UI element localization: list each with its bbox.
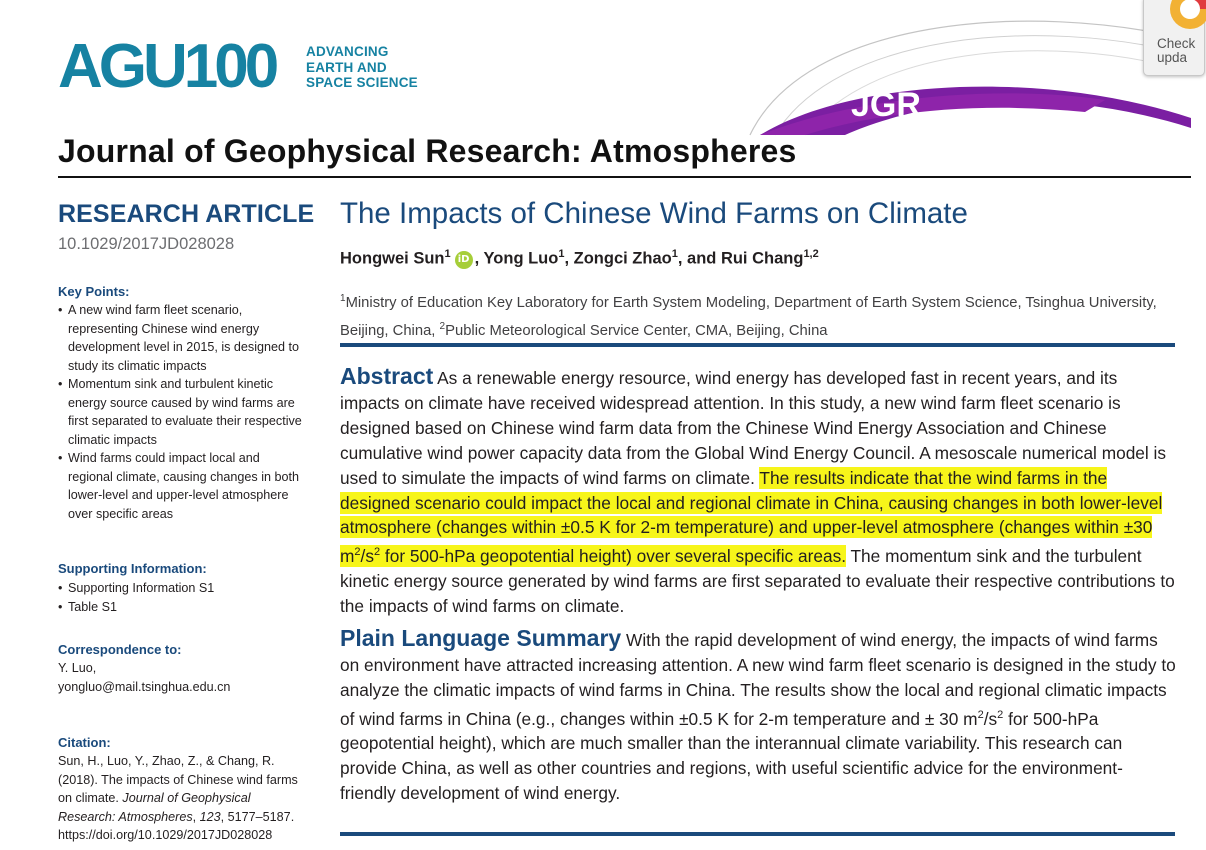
key-point: • Momentum sink and turbulent kinetic energy source caused by wind farms are first separated to evaluate their respective climatic impacts	[58, 375, 308, 449]
citation-lead: Sun, H., Luo, Y., Zhao, Z., & Chang, R. (2018). The impacts of Chinese wind farms on climate.	[58, 754, 298, 805]
citation-volume: 123	[199, 809, 221, 824]
citation-separator: ,	[192, 809, 200, 824]
supporting-info-item[interactable]: • Supporting Information S1	[58, 579, 308, 598]
check-updates-icon	[1164, 0, 1206, 35]
pls-text: With the rapid development of wind energy, the impacts of wind farms on environment have attracted increasing attention. A new wind farm fleet scenario is designed in the study to analyze the climatic impacts of wind farms in China. The results show the local and regional climatic impacts of wind farms in China (e.g., changes within ±0.5 K for 2-m temperature and ± 30 m	[340, 630, 1176, 729]
jgr-banner	[745, 0, 1191, 135]
key-points-heading: Key Points:	[58, 284, 130, 299]
correspondence-heading: Correspondence to:	[58, 642, 182, 657]
author-name[interactable]: Yong Luo	[483, 249, 559, 268]
affiliations	[340, 287, 1180, 343]
check-updates-line-1: Check	[1157, 36, 1196, 51]
correspondence-name: Y. Luo,	[58, 661, 97, 675]
author-affiliation-mark: 1	[671, 248, 678, 260]
author-list	[340, 248, 819, 269]
affiliation-mark: 2	[439, 320, 446, 332]
author-separator: ,	[474, 249, 484, 268]
citation-journal: Journal of Geophysical Research: Atmospheres	[58, 791, 251, 824]
abstract-highlight-part: for 500-hPa geopotential height) over several specific areas.	[380, 546, 847, 567]
supporting-info-item[interactable]: • Table S1	[58, 598, 308, 617]
pls-text: for 500-hPa geopotential height), which are much smaller than the interannual climate variability. This research can provide China, as well as other countries and regions, with useful scientific advice for the environment-friendly development of wind energy.	[340, 708, 1123, 804]
author-affiliation-mark: 1	[558, 248, 565, 260]
citation-url[interactable]: https://doi.org/10.1029/2017JD028028	[58, 828, 273, 842]
check-for-updates-button[interactable]	[1143, 0, 1205, 76]
abstract-text: As a renewable energy resource, wind energy has developed fast in recent years, and its impacts on climate have received widespread attention. In this study, a new wind farm fleet scenario is designed based on Chinese wind farm data from the Chinese Wind Energy Association and Chinese cumulative wind power capacity data from the Global Wind Energy Council. A mesoscale numerical model is used to simulate the impacts of wind farms on climate.	[340, 368, 1167, 488]
abstract-highlight-part: /s	[360, 546, 374, 567]
citation-text	[58, 752, 308, 845]
pls-heading: Plain Language Summary	[340, 625, 622, 651]
plain-language-summary	[340, 626, 1178, 806]
citation-pages: , 5177–5187.	[220, 809, 295, 824]
affiliation-mark: 1	[340, 293, 346, 304]
key-point: • Wind farms could impact local and regional climate, causing changes in both lower-level and upper-level atmosphere over specific areas	[58, 449, 308, 523]
article-type: RESEARCH ARTICLE	[58, 200, 315, 228]
key-point: • A new wind farm fleet scenario, representing Chinese wind energy development level in 2015, is designed to study its climatic impacts	[58, 301, 308, 375]
author-separator: ,	[564, 249, 574, 268]
affiliation-2: Public Meteorological Service Center, CMA, Beijing, China	[445, 322, 828, 339]
orcid-icon[interactable]: iD	[455, 251, 473, 269]
superscript: 2	[354, 546, 361, 559]
superscript: 2	[373, 546, 381, 559]
tagline-line-1: ADVANCING	[306, 44, 389, 59]
superscript: 2	[977, 708, 984, 721]
abstract-heading: Abstract	[340, 363, 434, 389]
superscript: 2	[997, 708, 1004, 721]
author-and: , and	[677, 249, 721, 268]
agu-tagline	[306, 44, 418, 91]
author-name[interactable]: Zongci Zhao	[573, 249, 672, 268]
affiliation-1: Ministry of Education Key Laboratory for Earth System Modeling, Department of Earth System Science, Tsinghua University, Beijing, China,	[340, 294, 1157, 339]
author-name[interactable]: Hongwei Sun	[340, 249, 445, 268]
tagline-line-3: SPACE SCIENCE	[306, 75, 418, 90]
article-title: The Impacts of Chinese Wind Farms on Climate	[340, 197, 968, 230]
header-divider	[58, 176, 1191, 178]
author-affiliation-mark: 1	[444, 248, 451, 260]
abstract	[340, 364, 1178, 619]
agu100-logo-text: AGU100	[58, 32, 276, 101]
citation-heading: Citation:	[58, 735, 111, 750]
check-updates-line-2: upda	[1157, 50, 1188, 65]
key-points-list	[58, 301, 308, 523]
abstract-highlight-part: The results indicate that the wind farms in the designed scenario could impact the local and regional climate in China, causing changes in both lower-level atmosphere (changes within ±0.5 K for 2-m temperature) and upper-level atmosphere (changes within ±30 m	[340, 467, 1163, 567]
pls-text: /s	[983, 708, 998, 729]
section-divider	[340, 832, 1175, 836]
author-name[interactable]: Rui Chang	[720, 249, 804, 268]
supporting-info-heading: Supporting Information:	[58, 561, 207, 576]
tagline-line-2: EARTH AND	[306, 59, 387, 75]
doi[interactable]: 10.1029/2017JD028028	[58, 235, 235, 253]
section-divider	[340, 343, 1175, 347]
correspondence-email[interactable]: yongluo@mail.tsinghua.edu.cn	[58, 680, 231, 694]
abstract-text: The momentum sink and the turbulent kinetic energy source generated by wind farms are first separated to evaluate their respective contributions to the impacts of wind farms on climate.	[340, 546, 1175, 616]
supporting-info-list	[58, 579, 308, 616]
jgr-label: JGR	[851, 86, 921, 124]
author-affiliation-mark: 1,2	[803, 248, 819, 260]
journal-title: Journal of Geophysical Research: Atmospheres	[58, 133, 797, 169]
